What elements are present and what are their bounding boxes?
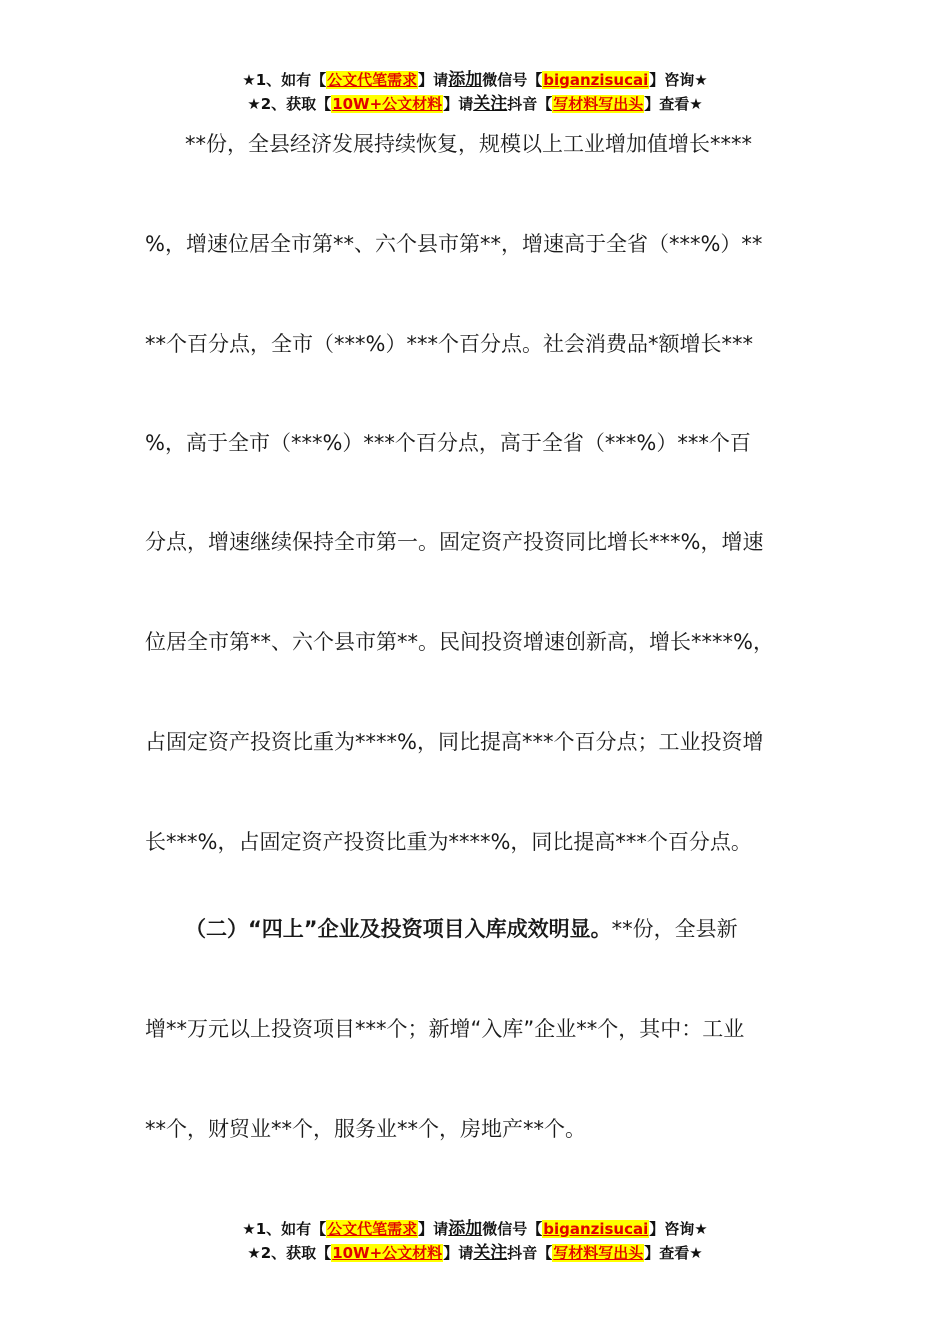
banner-highlight: biganzisucai [543, 71, 649, 89]
banner-line-2 [0, 1241, 950, 1265]
banner-text: 抖音【 [507, 95, 553, 113]
banner-text: 微信号【 [482, 71, 543, 89]
banner-highlight: 公文代笔需求 [327, 71, 418, 89]
section-text: **份，全县新 [611, 917, 738, 941]
banner-highlight: 10W+公文材料 [332, 95, 443, 113]
banner-highlight: 写材料写出头 [553, 95, 644, 113]
banner-text: 抖音【 [507, 1244, 553, 1262]
header-banner [0, 68, 950, 116]
section-2-first-line [185, 914, 738, 944]
banner-text: 】查看★ [644, 1244, 703, 1262]
banner-text: ★1、如有【 [242, 71, 327, 89]
banner-emphasis: 关注 [473, 1243, 508, 1263]
paragraph-line: **个百分点，全市（***%）***个百分点。社会消费品*额增长*** [145, 332, 753, 356]
paragraph-line: 长***%，占固定资产投资比重为****%，同比提高***个百分点。 [145, 830, 752, 854]
paragraph-line: 占固定资产投资比重为****%，同比提高***个百分点；工业投资增 [145, 730, 764, 754]
banner-line-1 [0, 68, 950, 92]
banner-line-2 [0, 92, 950, 116]
banner-text: 微信号【 [482, 1220, 543, 1238]
banner-highlight: 写材料写出头 [553, 1244, 644, 1262]
banner-text: ★2、获取【 [247, 1244, 332, 1262]
section-heading: （二）“四上”企业及投资项目入库成效明显。 [185, 917, 612, 941]
banner-text: ★2、获取【 [247, 95, 332, 113]
paragraph-line: 分点，增速继续保持全市第一。固定资产投资同比增长***%，增速 [145, 530, 764, 554]
banner-text: 】请 [443, 1244, 474, 1262]
paragraph-line: %，高于全市（***%）***个百分点，高于全省（***%）***个百 [145, 431, 751, 455]
banner-text: 】咨询★ [649, 71, 708, 89]
paragraph-line: %，增速位居全市第**、六个县市第**，增速高于全省（***%）** [145, 232, 763, 256]
banner-text: 】请 [418, 1220, 449, 1238]
banner-emphasis: 关注 [473, 94, 508, 114]
footer-banner [0, 1217, 950, 1265]
paragraph-line: **份，全县经济发展持续恢复，规模以上工业增加值增长**** [185, 132, 752, 156]
banner-line-1 [0, 1217, 950, 1241]
banner-emphasis: 添加 [448, 1219, 483, 1239]
banner-text: ★1、如有【 [242, 1220, 327, 1238]
banner-emphasis: 添加 [448, 70, 483, 90]
banner-text: 】咨询★ [649, 1220, 708, 1238]
banner-text: 】请 [418, 71, 449, 89]
banner-text: 】查看★ [644, 95, 703, 113]
banner-highlight: 10W+公文材料 [332, 1244, 443, 1262]
banner-text: 】请 [443, 95, 474, 113]
paragraph-line: 位居全市第**、六个县市第**。民间投资增速创新高，增长****%， [145, 630, 774, 654]
paragraph-line: **个，财贸业**个，服务业**个，房地产**个。 [145, 1117, 586, 1141]
banner-highlight: 公文代笔需求 [327, 1220, 418, 1238]
banner-highlight: biganzisucai [543, 1220, 649, 1238]
paragraph-line: 增**万元以上投资项目***个；新增“入库”企业**个，其中：工业 [145, 1017, 745, 1041]
